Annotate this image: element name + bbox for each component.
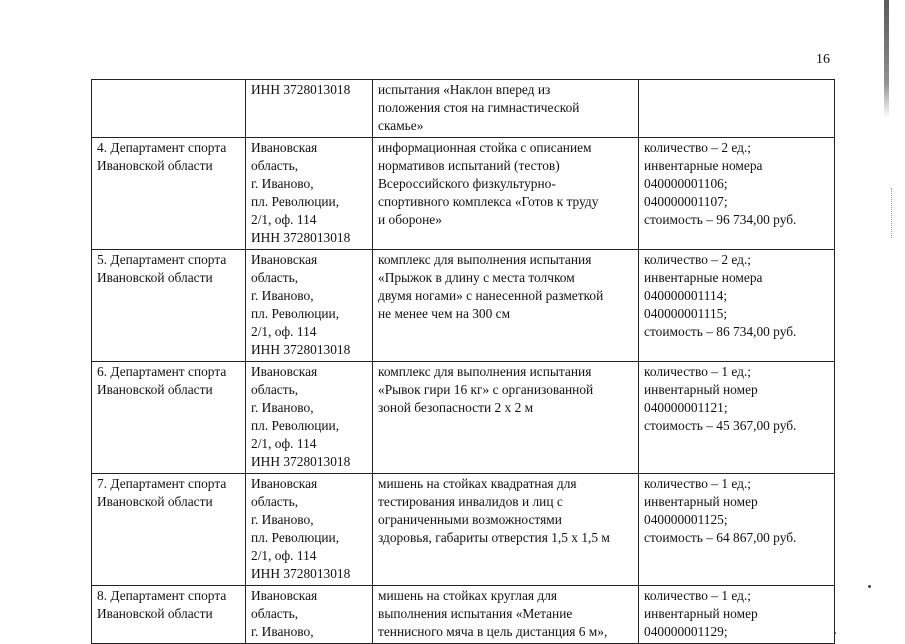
document-table	[91, 79, 835, 644]
cell-text-line: область,	[251, 494, 299, 509]
cell-text-line: зоной безопасности 2 х 2 м	[378, 400, 534, 415]
cell-text-line: 040000001129;	[644, 624, 728, 639]
cell-text-line: ИНН 3728013018	[251, 230, 351, 245]
cell-text-line: комплекс для выполнения испытания	[378, 364, 592, 379]
scan-edge-mark	[884, 0, 889, 118]
cell-text-line: область,	[251, 606, 299, 621]
cell-text-line: выполнения испытания «Метание	[378, 606, 573, 621]
table-row	[92, 474, 835, 586]
cell-text-line: инвентарный номер	[644, 382, 758, 397]
cell-text-line: «Прыжок в длину с места толчком	[378, 270, 575, 285]
cell-text-line: количество – 1 ед.;	[644, 364, 752, 379]
cell-text-line: 040000001114;	[644, 288, 728, 303]
cell-text-line: инвентарный номер	[644, 494, 758, 509]
table-cell-col4	[639, 250, 835, 362]
cell-text-line: 2/1, оф. 114	[251, 212, 317, 227]
cell-text-line: пл. Революции,	[251, 194, 340, 209]
cell-text-line: 5. Департамент спорта	[97, 252, 227, 267]
scan-speck	[868, 585, 871, 588]
cell-text-line: г. Иваново,	[251, 400, 314, 415]
cell-text-line: Всероссийского физкультурно-	[378, 176, 556, 191]
cell-text-line: двумя ногами» с нанесенной разметкой	[378, 288, 604, 303]
table-cell-col4	[639, 138, 835, 250]
cell-text-line: пл. Революции,	[251, 530, 340, 545]
cell-text-line: «Рывок гири 16 кг» с организованной	[378, 382, 594, 397]
cell-text-line: 2/1, оф. 114	[251, 324, 317, 339]
cell-text-line: не менее чем на 300 см	[378, 306, 511, 321]
cell-text-line: 6. Департамент спорта	[97, 364, 227, 379]
cell-text-line: здоровья, габариты отверстия 1,5 х 1,5 м	[378, 530, 610, 545]
table-cell-col1	[92, 586, 246, 644]
cell-text-line: количество – 2 ед.;	[644, 140, 752, 155]
cell-text-line: г. Иваново,	[251, 288, 314, 303]
cell-text-line: Ивановская	[251, 140, 318, 155]
cell-text-line: Ивановской области	[97, 606, 213, 621]
table-cell-col2	[246, 362, 373, 474]
table-cell-col3	[373, 250, 639, 362]
cell-text-line: ограниченными возможностями	[378, 512, 562, 527]
table-cell-col1	[92, 474, 246, 586]
cell-text-line: г. Иваново,	[251, 512, 314, 527]
cell-text-line: Ивановская	[251, 252, 318, 267]
table-cell-col2	[246, 250, 373, 362]
cell-text-line: г. Иваново,	[251, 624, 314, 639]
table-cell-col1	[92, 362, 246, 474]
cell-text-line: скамье»	[378, 118, 424, 133]
table-cell-col3	[373, 474, 639, 586]
cell-text-line: 040000001121;	[644, 400, 728, 415]
cell-text-line: Ивановской области	[97, 158, 213, 173]
cell-text-line: область,	[251, 158, 299, 173]
table-row	[92, 586, 835, 644]
cell-text-line: количество – 2 ед.;	[644, 252, 752, 267]
cell-text-line: Ивановская	[251, 476, 318, 491]
cell-text-line: Ивановская	[251, 588, 318, 603]
cell-text-line: спортивного комплекса «Готов к труду	[378, 194, 599, 209]
cell-text-line: теннисного мяча в цель дистанция 6 м»,	[378, 624, 608, 639]
cell-text-line: Ивановской области	[97, 270, 213, 285]
cell-text-line: пл. Революции,	[251, 418, 340, 433]
cell-text-line: комплекс для выполнения испытания	[378, 252, 592, 267]
table-cell-col4	[639, 362, 835, 474]
cell-text-line: пл. Революции,	[251, 306, 340, 321]
cell-text-line: 2/1, оф. 114	[251, 548, 317, 563]
table-row	[92, 80, 835, 138]
cell-text-line: область,	[251, 270, 299, 285]
table-row	[92, 250, 835, 362]
table-cell-col2	[246, 138, 373, 250]
table-cell-col4	[639, 474, 835, 586]
table-cell-col3	[373, 138, 639, 250]
cell-text-line: 040000001106;	[644, 176, 728, 191]
cell-text-line: ИНН 3728013018	[251, 566, 351, 581]
cell-text-line: область,	[251, 382, 299, 397]
cell-text-line: стоимость – 86 734,00 руб.	[644, 324, 797, 339]
table-row	[92, 362, 835, 474]
table-cell-col2	[246, 586, 373, 644]
table-row	[92, 138, 835, 250]
cell-text-line: инвентарный номер	[644, 606, 758, 621]
cell-text-line: инвентарные номера	[644, 158, 763, 173]
page-number: 16	[816, 52, 830, 67]
cell-text-line: тестирования инвалидов и лиц с	[378, 494, 563, 509]
cell-text-line: стоимость – 96 734,00 руб.	[644, 212, 797, 227]
cell-text-line: Ивановская	[251, 364, 318, 379]
cell-text-line: мишень на стойках круглая для	[378, 588, 558, 603]
cell-text-line: количество – 1 ед.;	[644, 476, 752, 491]
cell-text-line: количество – 1 ед.;	[644, 588, 752, 603]
cell-text-line: 8. Департамент спорта	[97, 588, 227, 603]
cell-text-line: 040000001115;	[644, 306, 728, 321]
table-cell-col3	[373, 362, 639, 474]
table-cell-col3	[373, 586, 639, 644]
table-cell-col4	[639, 586, 835, 644]
cell-text-line: Ивановской области	[97, 382, 213, 397]
cell-text-line: 040000001107;	[644, 194, 728, 209]
cell-text-line: положения стоя на гимнастической	[378, 100, 580, 115]
cell-text-line: стоимость – 64 867,00 руб.	[644, 530, 797, 545]
scan-edge-dots	[891, 188, 894, 238]
table-cell-col3	[373, 80, 639, 138]
cell-text-line: мишень на стойках квадратная для	[378, 476, 577, 491]
cell-text-line: и обороне»	[378, 212, 442, 227]
cell-text-line: 4. Департамент спорта	[97, 140, 227, 155]
cell-text-line: стоимость – 45 367,00 руб.	[644, 418, 797, 433]
cell-text-line: ИНН 3728013018	[251, 82, 351, 97]
cell-text-line: испытания «Наклон вперед из	[378, 82, 551, 97]
table-cell-col1	[92, 138, 246, 250]
cell-text-line: ИНН 3728013018	[251, 454, 351, 469]
table-cell-col2	[246, 80, 373, 138]
cell-text-line: 040000001125;	[644, 512, 728, 527]
table-cell-col2	[246, 474, 373, 586]
cell-text-line: ИНН 3728013018	[251, 342, 351, 357]
cell-text-line: г. Иваново,	[251, 176, 314, 191]
cell-text-line: 2/1, оф. 114	[251, 436, 317, 451]
cell-text-line: информационная стойка с описанием	[378, 140, 592, 155]
cell-text-line: инвентарные номера	[644, 270, 763, 285]
cell-text-line: 7. Департамент спорта	[97, 476, 227, 491]
table-cell-col1	[92, 250, 246, 362]
cell-text-line: нормативов испытаний (тестов)	[378, 158, 560, 173]
table-cell-col1	[92, 80, 246, 138]
cell-text-line: Ивановской области	[97, 494, 213, 509]
table-cell-col4	[639, 80, 835, 138]
